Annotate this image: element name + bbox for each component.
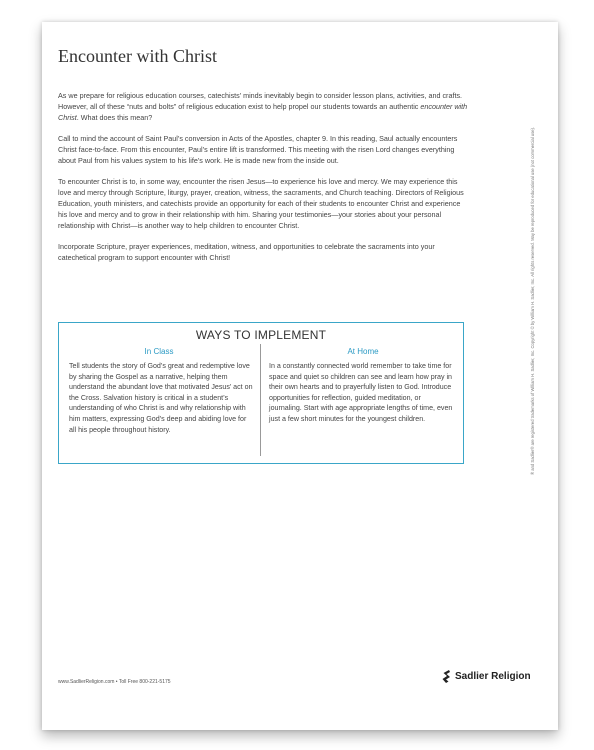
- column-divider: [260, 344, 261, 456]
- at-home-heading: At Home: [347, 347, 379, 356]
- in-class-heading: In Class: [144, 347, 174, 356]
- paragraph-1: As we prepare for religious education courses, catechists’ minds inevitably begin to consider lesson plans, activities, and crafts. However, all of these “nuts and bolts” of religious education exist to help propel our students towards an authentic encounter with Christ. What does this mean?: [58, 91, 468, 122]
- paragraph-2: Call to mind the account of Saint Paul’s conversion in Acts of the Apostles, chapter 9. In this reading, Saul actually encounters Christ face-to-face. From this encounter, Paul’s entire lift is transformed. This meeting with the risen Lord changes everything about Paul from his values system to his life’s work. He is made new from the inside out.: [58, 134, 458, 165]
- paragraph-4: Incorporate Scripture, prayer experiences, meditation, witness, and opportunities to celebrate the sacraments into your catechetical program to support encounter with Christ!: [58, 242, 435, 262]
- paragraph-3: To encounter Christ is to, in some way, encounter the risen Jesus—to experience his love and mercy. We may experience this love and mercy through Scripture, liturgy, prayer, creation, witness, the sacraments, and Church teaching. Directors of Religious Education, youth ministers, and catechists provide an opportunity for each of their students to encounter Christ and experience his love and mercy and to grow in their relationship with him. Sharing your testimonies—your stories about your personal relationship with Christ—is another way to help children to encounter Christ.: [58, 177, 464, 230]
- footer-contact: www.SadlierReligion.com • Toll Free 800-221-5175: [58, 679, 171, 685]
- at-home-text: In a constantly connected world remember to take time for space and quiet so children can see and learn how pray in their own hearts and to prayerfully listen to God. Introduce opportunities for reflection, guided meditation, or journaling. Start with age appropriate lengths of time, even just a few short minutes for the youngest children.: [269, 362, 453, 423]
- ways-title: WAYS TO IMPLEMENT: [195, 328, 327, 342]
- logo-text: Sadlier Religion: [455, 671, 531, 682]
- in-class-text: Tell students the story of God’s great and redemptive love by sharing the Gospel as a narrative, helping them understand the abundant love that motivated Jesus’ act on the Cross. Salvation history is critical in a student’s understanding of who Christ is and why relationship with him matters, expressing God’s deep and abiding love for all his people throughout history.: [69, 362, 253, 434]
- body-text: [58, 90, 468, 273]
- emphasis-encounter: encounter with Christ: [58, 102, 468, 122]
- sadlier-s-icon: [441, 669, 451, 684]
- sadlier-logo: [441, 669, 531, 684]
- page-title: Encounter with Christ: [58, 46, 217, 66]
- copyright-notice: ® and Sadlier® are registered trademarks of William H. Sadlier, Inc. Copyright © by William H. Sadlier, Inc. All rights reserved. May be reproduced for educational use (not commercial use).: [530, 126, 535, 475]
- ways-to-implement-box: [58, 322, 464, 464]
